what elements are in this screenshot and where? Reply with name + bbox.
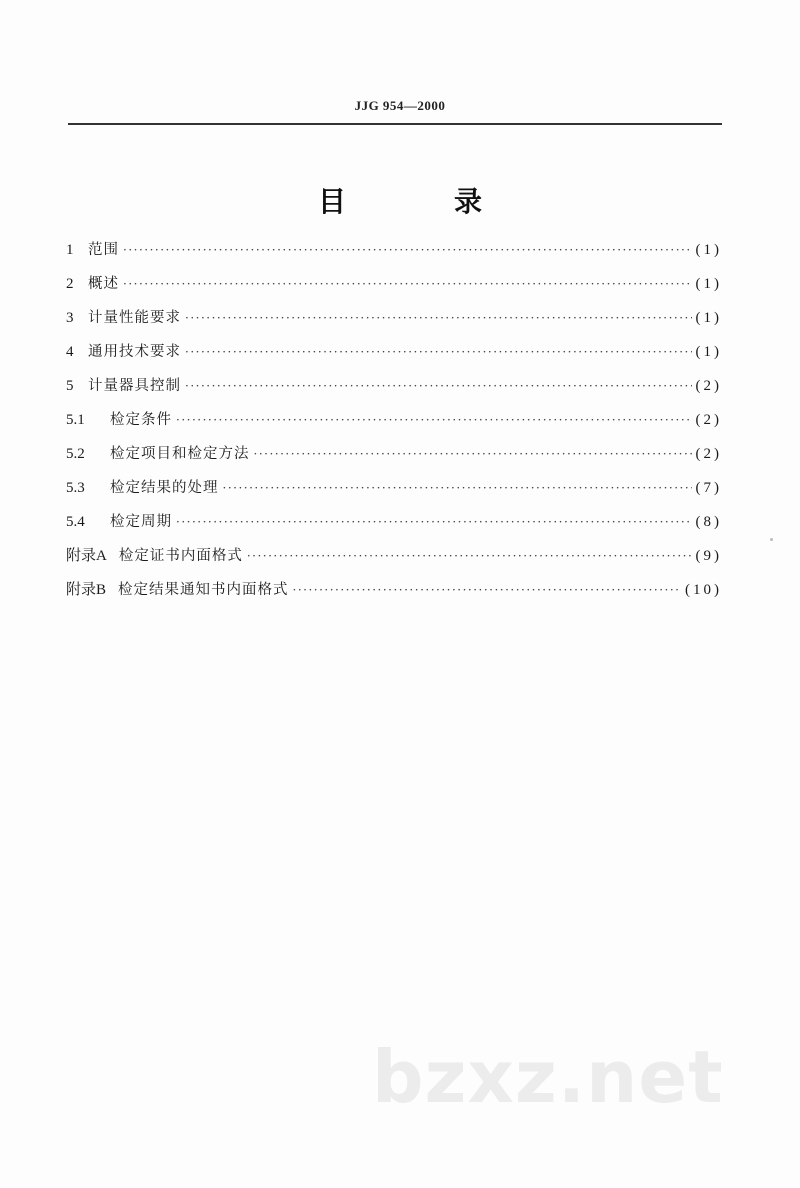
- header-rule: [68, 123, 722, 125]
- toc-entry[interactable]: [66, 442, 722, 476]
- toc-entry[interactable]: [66, 544, 722, 578]
- toc-entry-page: (1): [695, 344, 722, 360]
- toc-entry[interactable]: [66, 272, 722, 306]
- toc-entry-number: 1: [66, 242, 74, 258]
- toc-entry-number: 4: [66, 344, 74, 360]
- toc-entry-number: 5.2: [66, 446, 85, 462]
- toc-entry-number: 3: [66, 310, 74, 326]
- toc-title: 目 录: [317, 185, 522, 218]
- toc-entry-label: 检定条件: [110, 412, 172, 428]
- toc-leader-dots: [223, 481, 692, 495]
- toc-entry-page: (1): [695, 242, 722, 258]
- toc-entry-label: 检定证书内面格式: [118, 548, 243, 564]
- toc-leader-dots: [176, 515, 692, 529]
- toc-entry-number: 5.3: [66, 480, 85, 496]
- toc-entry-number: 附录A: [66, 548, 107, 564]
- toc-entry-page: (9): [695, 548, 722, 564]
- toc-entry[interactable]: [66, 578, 722, 612]
- toc-entry[interactable]: [66, 238, 722, 272]
- toc-entry-page: (2): [695, 378, 722, 394]
- toc-entry-label: 概述: [88, 276, 119, 292]
- toc-leader-dots: [185, 345, 692, 359]
- watermark: bzxz.net: [372, 1035, 724, 1119]
- toc-entry-label: 计量性能要求: [88, 310, 181, 326]
- toc-entry-number: 5.4: [66, 514, 85, 530]
- toc-leader-dots: [123, 277, 692, 291]
- standard-code: JJG 954—2000: [354, 98, 446, 113]
- toc-entry[interactable]: [66, 408, 722, 442]
- toc-leader-dots: [176, 413, 692, 427]
- toc-leader-dots: [247, 549, 692, 563]
- toc-entry-label: 通用技术要求: [88, 344, 181, 360]
- toc-entry-page: (7): [695, 480, 722, 496]
- toc-entry-label: 范围: [88, 242, 119, 258]
- toc-entry-label: 检定周期: [110, 514, 172, 530]
- toc-entry-page: (2): [695, 446, 722, 462]
- toc-entry-page: (8): [695, 514, 722, 530]
- toc-entry-label: 检定项目和检定方法: [110, 446, 250, 462]
- toc-entry-page: (1): [695, 310, 722, 326]
- toc-leader-dots: [293, 583, 681, 597]
- toc-entry-number: 5.1: [66, 412, 85, 428]
- toc-leader-dots: [185, 379, 692, 393]
- toc-list: [66, 238, 722, 612]
- toc-entry-number: 5: [66, 378, 74, 394]
- toc-entry[interactable]: [66, 476, 722, 510]
- toc-entry-page: (2): [695, 412, 722, 428]
- toc-entry[interactable]: [66, 306, 722, 340]
- toc-entry[interactable]: [66, 510, 722, 544]
- toc-entry[interactable]: [66, 340, 722, 374]
- toc-entry-label: 计量器具控制: [88, 378, 181, 394]
- toc-entry-number: 附录B: [66, 582, 107, 598]
- toc-entry-number: 2: [66, 276, 74, 292]
- toc-entry-label: 检定结果通知书内面格式: [118, 582, 289, 598]
- toc-entry-label: 检定结果的处理: [110, 480, 219, 496]
- scan-speck: [770, 538, 773, 541]
- toc-leader-dots: [123, 243, 692, 257]
- toc-entry-page: (1): [695, 276, 722, 292]
- toc-leader-dots: [185, 311, 692, 325]
- toc-leader-dots: [254, 447, 692, 461]
- toc-entry-page: (10): [685, 582, 722, 598]
- toc-entry[interactable]: [66, 374, 722, 408]
